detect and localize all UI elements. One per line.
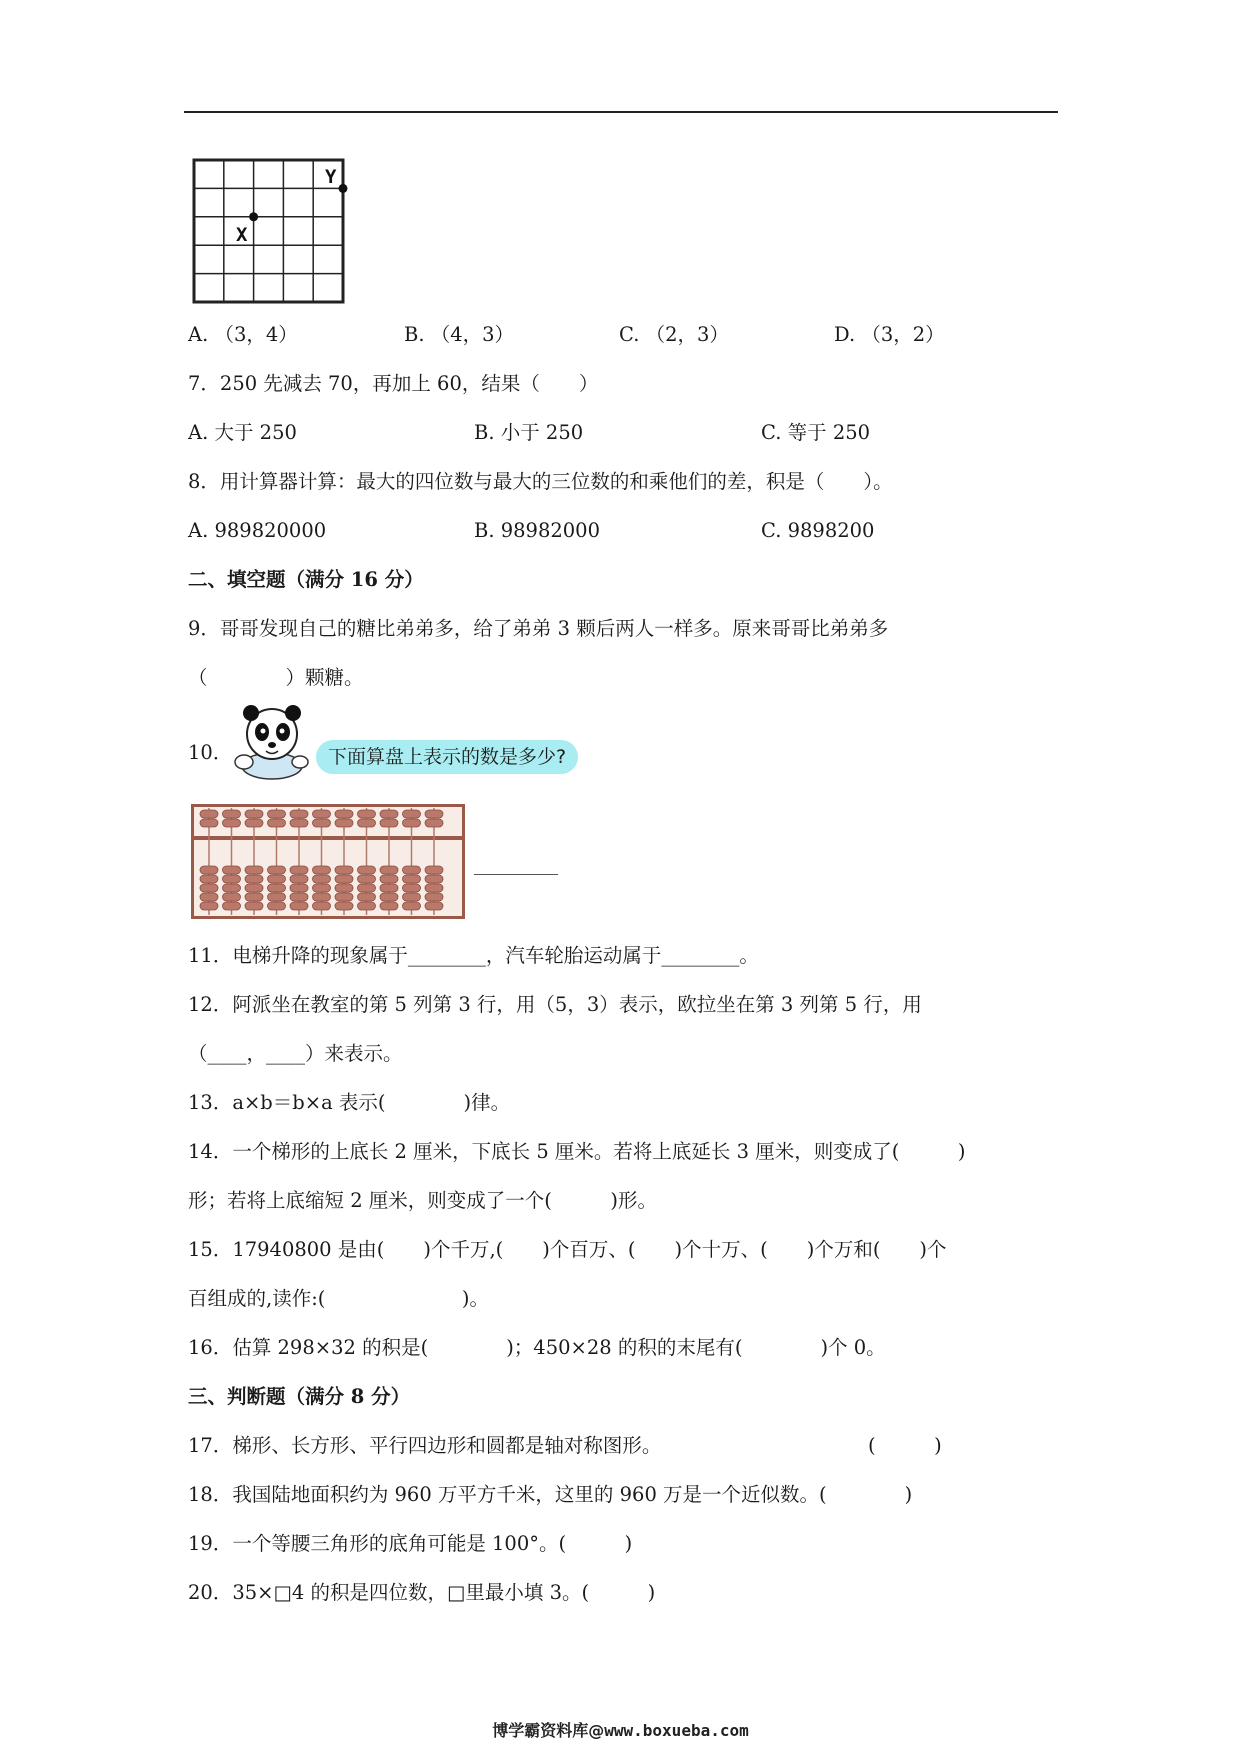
q7-option-c: C. 等于 250: [761, 421, 871, 444]
section-2-heading: 二、填空题（满分 16 分）: [188, 568, 424, 591]
panda-illustration: [230, 704, 326, 784]
q12-line-1: 12．阿派坐在教室的第 5 列第 3 行，用（5，3）表示，欧拉坐在第 3 列第 5 行，用: [188, 993, 922, 1016]
q6-option-c: C. （2，3）: [619, 323, 729, 346]
q11: 11．电梯升降的现象属于________，汽车轮胎运动属于________。: [188, 944, 759, 967]
point-x-label: X: [236, 224, 248, 246]
q18: 18．我国陆地面积约为 960 万平方千米，这里的 960 万是一个近似数。( ): [188, 1483, 913, 1506]
q9-line-1: 9．哥哥发现自己的糖比弟弟多，给了弟弟 3 颗后两人一样多。原来哥哥比弟弟多: [188, 617, 889, 640]
q19: 19．一个等腰三角形的底角可能是 100°。( ): [188, 1532, 633, 1555]
q8-option-c: C. 9898200: [761, 519, 875, 542]
q7-stem: 7．250 先减去 70，再加上 60，结果（ ）: [188, 372, 599, 395]
q6-option-b: B. （4，3）: [404, 323, 515, 346]
q15-line-1: 15．17940800 是由( )个千万,( )个百万、( )个十万、( )个万和( )个: [188, 1238, 947, 1261]
q9-line-2: （ ）颗糖。: [188, 666, 364, 689]
q10-number: 10．: [188, 741, 233, 764]
q13: 13．a×b＝b×a 表示( )律。: [188, 1091, 511, 1114]
footer-watermark: [0, 1718, 1241, 1741]
q12-line-2: （____，____）来表示。: [188, 1042, 403, 1065]
q7-option-b: B. 小于 250: [474, 421, 584, 444]
q6-option-d: D. （3，2）: [834, 323, 945, 346]
q6-option-a: A. （3，4）: [188, 323, 298, 346]
point-x-dot: [249, 212, 258, 221]
q14-line-1: 14．一个梯形的上底长 2 厘米，下底长 5 厘米。若将上底延长 3 厘米，则变成了( ): [188, 1140, 966, 1163]
q8-option-b: B. 98982000: [474, 519, 600, 542]
footer-url: www.boxueba.com: [604, 1721, 749, 1740]
q17-bracket: ( ): [868, 1434, 942, 1457]
speech-bubble: 下面算盘上表示的数是多少?: [316, 740, 578, 774]
q14-line-2: 形；若将上底缩短 2 厘米，则变成了一个( )形。: [188, 1189, 658, 1212]
q10-answer-blank: [474, 874, 558, 875]
q15-line-2: 百组成的,读作:( )。: [188, 1287, 489, 1310]
abacus-image: [191, 804, 465, 923]
footer-brand: 博学霸资料库@: [492, 1721, 605, 1740]
point-y-label: Y: [325, 166, 337, 188]
header-rule: [184, 111, 1058, 113]
q8-stem: 8．用计算器计算：最大的四位数与最大的三位数的和乘他们的差，积是（ ）。: [188, 470, 893, 493]
point-y-dot: [339, 184, 348, 193]
q8-option-a: A. 989820000: [188, 519, 327, 542]
q7-option-a: A. 大于 250: [188, 421, 297, 444]
q20: 20．35×□4 的积是四位数，□里最小填 3。( ): [188, 1581, 656, 1604]
coordinate-grid-figure: [192, 158, 348, 312]
q16: 16．估算 298×32 的积是( )；450×28 的积的末尾有( )个 0。: [188, 1336, 886, 1359]
q17-text: 17．梯形、长方形、平行四边形和圆都是轴对称图形。: [188, 1434, 662, 1457]
section-3-heading: 三、判断题（满分 8 分）: [188, 1385, 411, 1408]
